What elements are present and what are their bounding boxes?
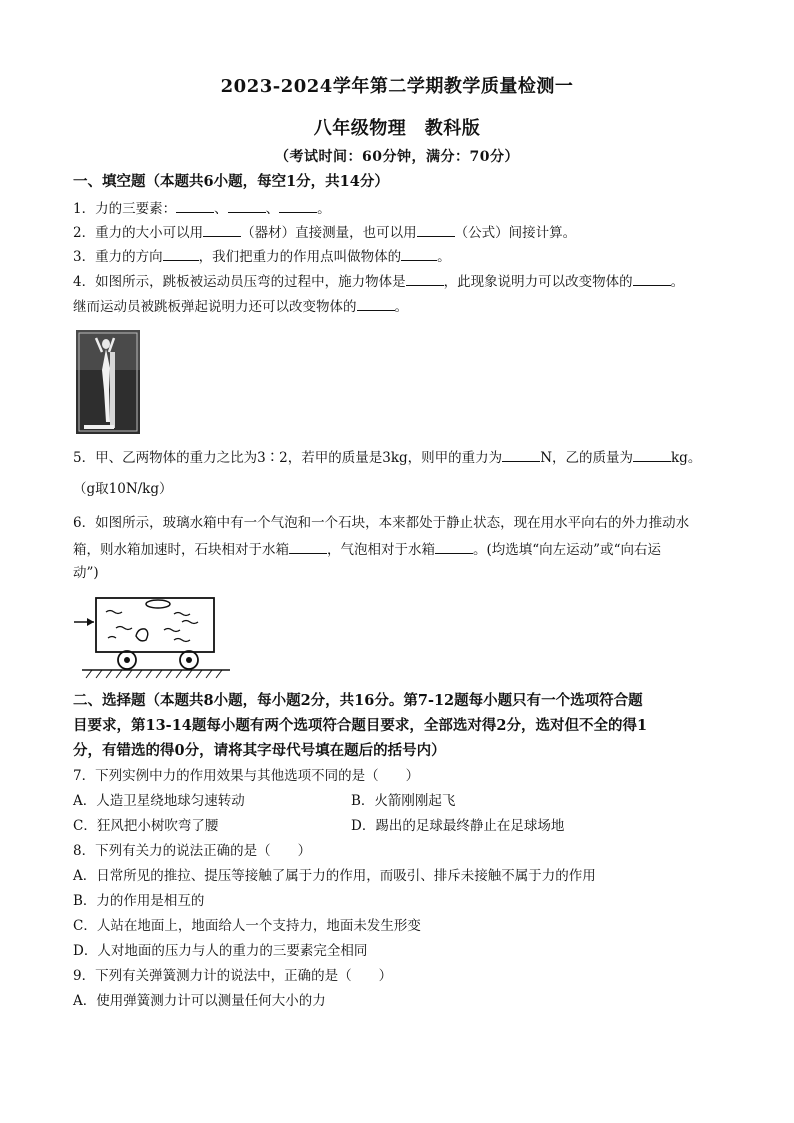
question-7-row1 [73,791,733,811]
question-5-note: （g取10N/kg） [73,481,173,497]
question-6: 6．如图所示，玻璃水箱中有一个气泡和一个石块，本来都处于静止状态，现在用水平向右的外力推动水 [73,515,690,531]
option-8b: B．力的作用是相互的 [73,893,205,909]
question-1: 1．力的三要素： 、 、 。 [73,198,733,219]
answer-blank [435,539,473,554]
question-4-cont: 继而运动员被跳板弹起说明力还可以改变物体的 。 [73,296,733,317]
answer-blank [228,198,266,213]
question-2: 2．重力的大小可以用 （器材）直接测量，也可以用 （公式）间接计算。 [73,222,733,243]
question-3: 3．重力的方向 ，我们把重力的作用点叫做物体的 。 [73,246,733,267]
question-9-stem: 9．下列有关弹簧测力计的说法中，正确的是（ ） [73,968,393,984]
answer-blank [502,447,540,462]
answer-blank [357,296,395,311]
option-7b: B．火箭刚刚起飞 [351,793,456,809]
section2-heading-end: 分，有错选的得0分，请将其字母代号填在题后的括号内） [73,742,446,759]
answer-blank [633,447,671,462]
answer-blank [279,198,317,213]
answer-blank [417,222,455,237]
question-7-stem: 7．下列实例中力的作用效果与其他选项不同的是（ ） [73,768,420,784]
answer-blank [401,246,437,261]
diver-springboard-figure [76,330,140,434]
section2-heading: 二、选择题（本题共8小题，每小题2分，共16分。第7-12题每小题只有一个选项符合题 [73,692,643,709]
answer-blank [203,222,241,237]
exam-title: 2023-2024学年第二学期教学质量检测一 [220,76,574,97]
question-5: 5．甲、乙两物体的重力之比为3∶2，若甲的质量是3kg，则甲的重力为 N，乙的质量为 kg。 [73,447,733,468]
question-6-cont: 箱，则水箱加速时，石块相对于水箱 ，气泡相对于水箱 。(均选填“向左运动”或“向右运 [73,539,733,560]
option-7a: A．人造卫星绕地球匀速转动 [73,793,245,809]
answer-blank [633,271,671,286]
question-7-row2 [73,816,733,836]
section1-heading: 一、填空题（本题共6小题，每空1分，共14分） [73,173,389,190]
option-8d: D．人对地面的压力与人的重力的三要素完全相同 [73,943,368,959]
exam-subtitle: 八年级物理 教科版 [313,118,481,139]
option-8a: A．日常所见的推拉、提压等接触了属于力的作用，而吸引、排斥未接触不属于力的作用 [73,868,596,884]
question-8-stem: 8．下列有关力的说法正确的是（ ） [73,843,312,859]
option-9a: A．使用弹簧测力计可以测量任何大小的力 [73,993,326,1009]
option-7c: C．狂风把小树吹弯了腰 [73,818,219,834]
answer-blank [163,246,199,261]
exam-info: （考试时间：60分钟，满分：70分） [275,149,519,165]
section2-heading-cont: 目要求，第13-14题每小题有两个选项符合题目要求，全部选对得2分，选对但不全的得1 [73,717,648,734]
question-4: 4．如图所示，跳板被运动员压弯的过程中，施力物体是 ，此现象说明力可以改变物体的 。 [73,271,733,292]
option-8c: C．人站在地面上，地面给人一个支持力，地面未发生形变 [73,918,421,934]
option-7d: D．踢出的足球最终静止在足球场地 [351,818,565,834]
question-6-end: 动”) [73,565,99,581]
answer-blank [406,271,444,286]
answer-blank [289,539,327,554]
water-tank-cart-figure [72,590,232,682]
answer-blank [176,198,214,213]
